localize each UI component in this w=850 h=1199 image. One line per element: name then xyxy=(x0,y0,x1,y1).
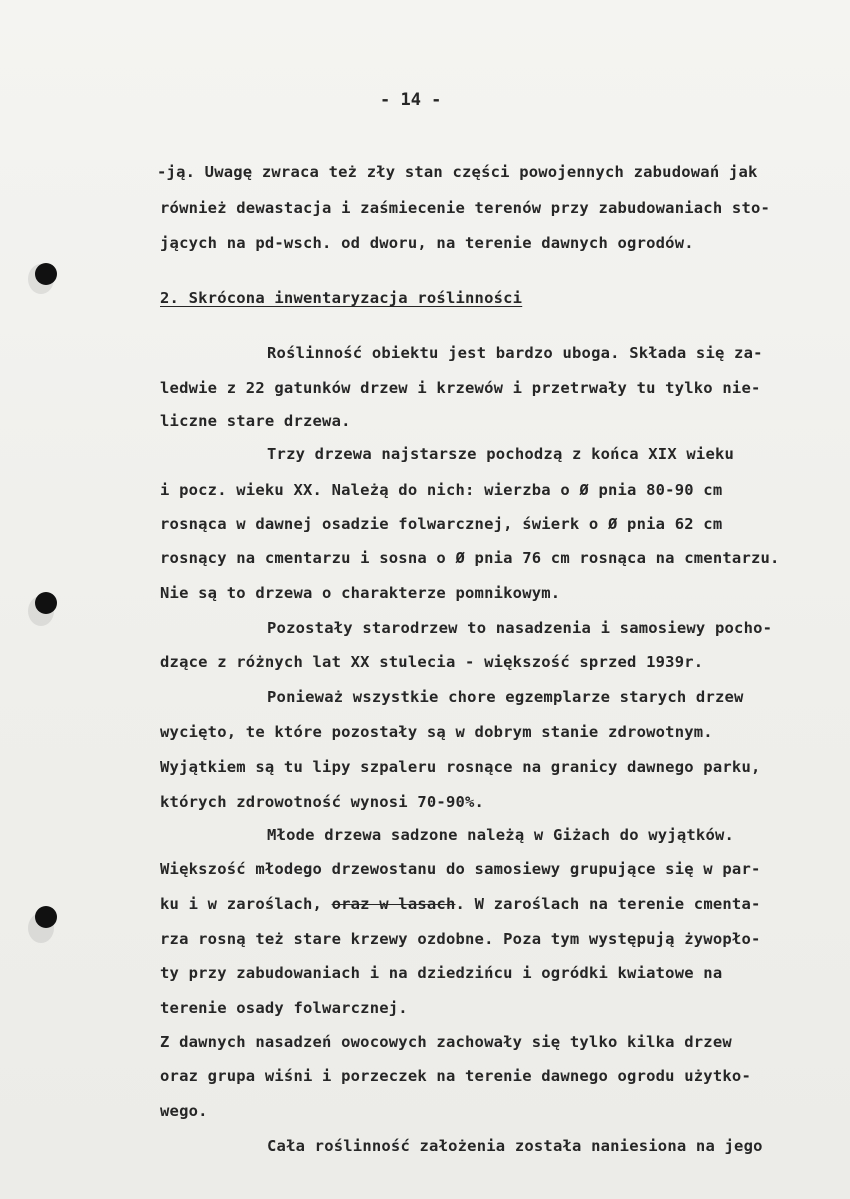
text-line: których zdrowotność wynosi 70-90%. xyxy=(160,793,485,811)
text-line: rza rosną też stare krzewy ozdobne. Poza tym występują żywopło- xyxy=(160,930,761,948)
text-line: Większość młodego drzewostanu do samosiewy grupujące się w par- xyxy=(160,860,761,878)
text-line: Z dawnych nasadzeń owocowych zachowały się tylko kilka drzew xyxy=(160,1033,732,1051)
text-line: ledwie z 22 gatunków drzew i krzewów i przetrwały tu tylko nie- xyxy=(160,379,761,397)
text-line: Pozostały starodrzew to nasadzenia i samosiewy pocho- xyxy=(267,619,773,637)
punch-hole xyxy=(35,263,57,285)
text-line: terenie osady folwarcznej. xyxy=(160,999,408,1017)
text-line: rosnący na cmentarzu i sosna o Ø pnia 76 cm rosnąca na cmentarzu. xyxy=(160,549,780,567)
text-line: Roślinność obiektu jest bardzo uboga. Składa się za- xyxy=(267,344,763,362)
text-line: Młode drzewa sadzone należą w Giżach do wyjątków. xyxy=(267,826,735,844)
section-heading: 2. Skrócona inwentaryzacja roślinności xyxy=(160,289,523,307)
text-line: oraz grupa wiśni i porzeczek na terenie dawnego ogrodu użytko- xyxy=(160,1067,751,1085)
text-line: jących na pd-wsch. od dworu, na terenie dawnych ogrodów. xyxy=(160,234,694,252)
text-line: ku i w zaroślach, oraz w lasach. W zaroślach na terenie cmenta- xyxy=(160,895,761,913)
text-line: Trzy drzewa najstarsze pochodzą z końca XIX wieku xyxy=(267,445,735,463)
text-line: również dewastacja i zaśmiecenie terenów przy zabudowaniach sto- xyxy=(160,199,771,217)
text-line: Wyjątkiem są tu lipy szpaleru rosnące na granicy dawnego parku, xyxy=(160,758,761,776)
text-line: Cała roślinność założenia została naniesiona na jego xyxy=(267,1137,763,1155)
text-line: liczne stare drzewa. xyxy=(160,412,351,430)
text-line: i pocz. wieku XX. Należą do nich: wierzba o Ø pnia 80-90 cm xyxy=(160,481,723,499)
text-line: -ją. Uwagę zwraca też zły stan części powojennych zabudowań jak xyxy=(157,163,758,181)
punch-hole xyxy=(35,906,57,928)
text-line: Ponieważ wszystkie chore egzemplarze starych drzew xyxy=(267,688,744,706)
text-line: wycięto, te które pozostały są w dobrym stanie zdrowotnym. xyxy=(160,723,713,741)
punch-hole xyxy=(35,592,57,614)
text-line: ty przy zabudowaniach i na dziedzińcu i ogródki kwiatowe na xyxy=(160,964,723,982)
text-line: wego. xyxy=(160,1102,208,1120)
text-line: rosnąca w dawnej osadzie folwarcznej, świerk o Ø pnia 62 cm xyxy=(160,515,723,533)
struck-text: oraz w lasach xyxy=(331,895,456,913)
page-number: - 14 - xyxy=(380,90,442,110)
text-line: Nie są to drzewa o charakterze pomnikowym. xyxy=(160,584,561,602)
text-line: dzące z różnych lat XX stulecia - większość sprzed 1939r. xyxy=(160,653,704,671)
